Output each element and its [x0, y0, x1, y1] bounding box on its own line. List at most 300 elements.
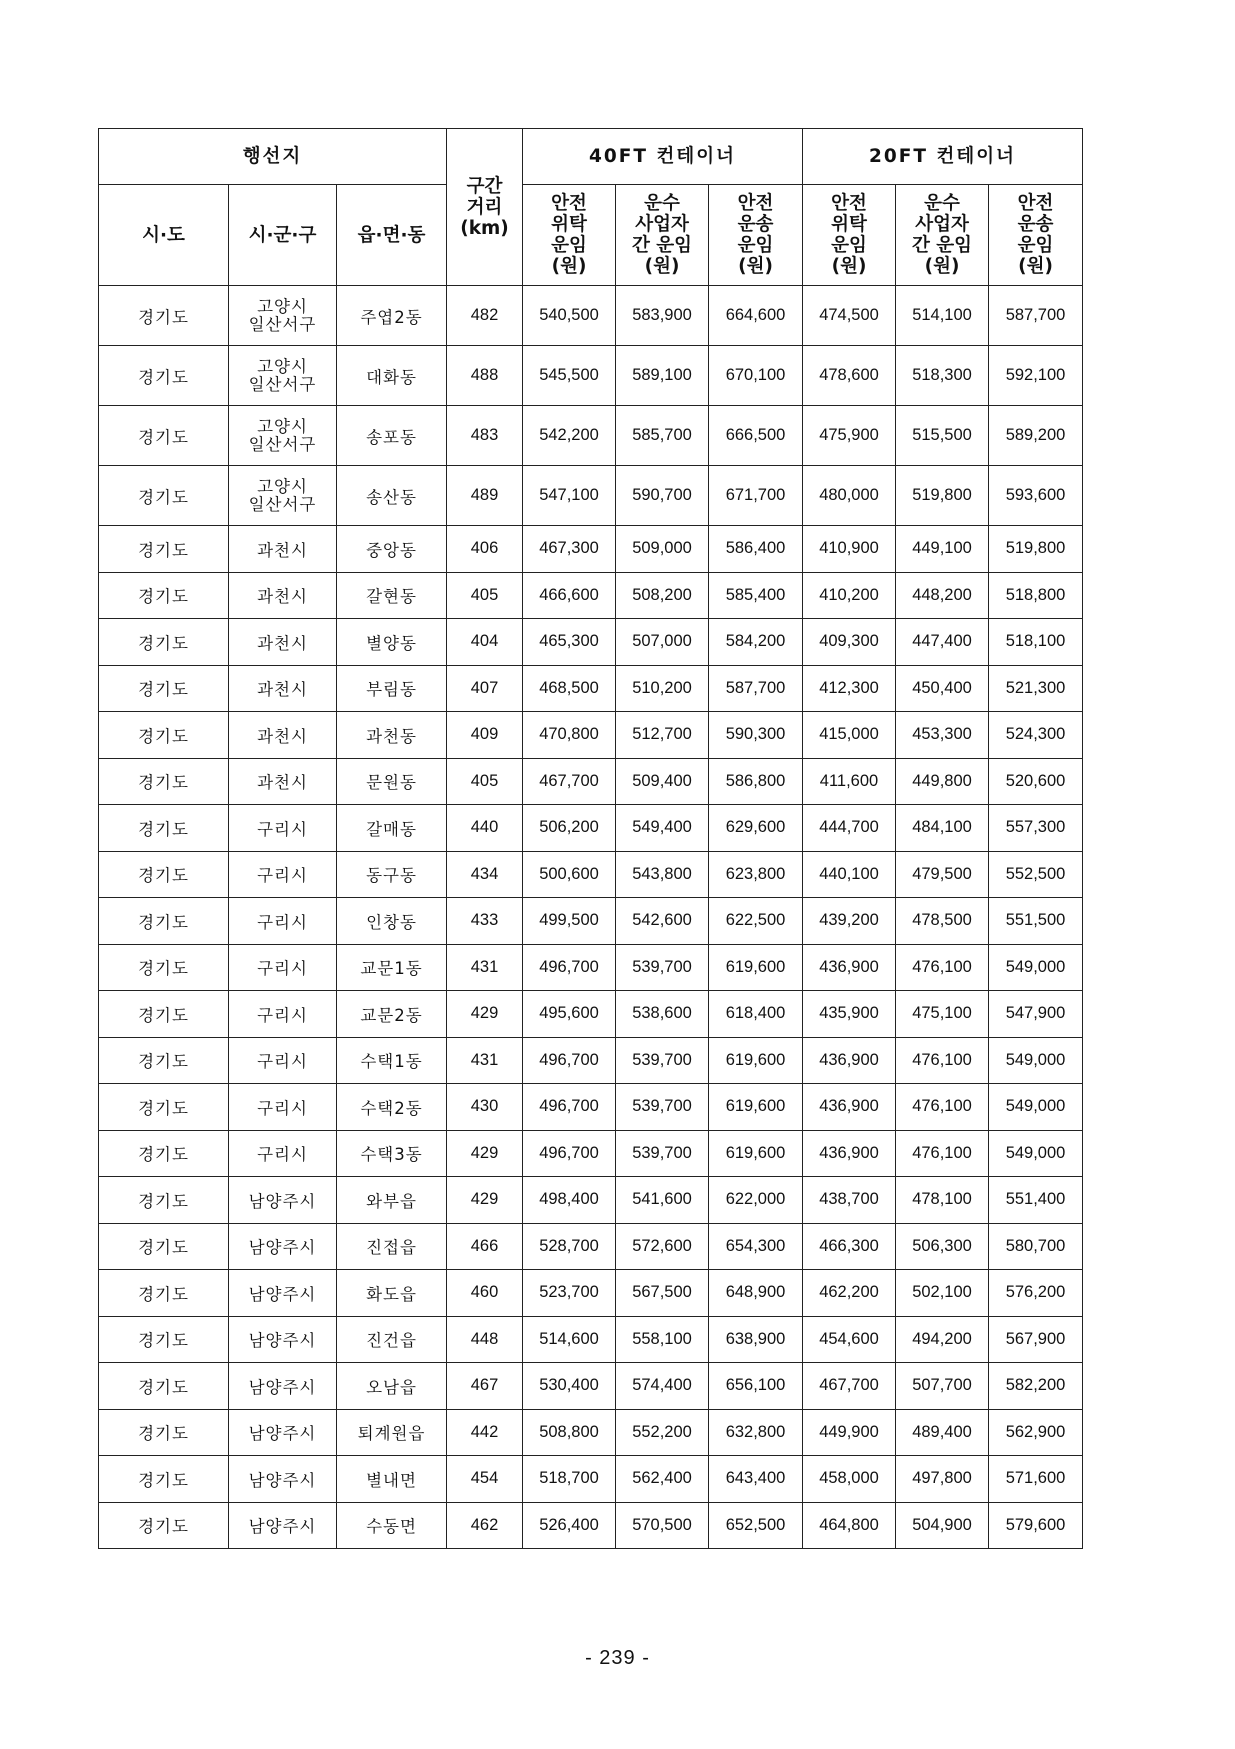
eupmyeondong-cell: 별내면	[337, 1456, 447, 1503]
eupmyeondong-cell: 교문2동	[337, 991, 447, 1038]
sido-cell: 경기도	[99, 1502, 229, 1549]
f40-transport-cell: 656,100	[709, 1363, 803, 1410]
f20-transport-cell: 547,900	[989, 991, 1083, 1038]
sido-cell: 경기도	[99, 991, 229, 1038]
f40-transport-cell: 671,700	[709, 466, 803, 526]
sigungu-cell: 구리시	[229, 851, 337, 898]
f40-intercarrier-cell: 585,700	[616, 406, 709, 466]
table-row	[99, 1223, 1083, 1270]
eupmyeondong-cell: 대화동	[337, 346, 447, 406]
f40-entrust-cell: 467,300	[523, 526, 616, 573]
f40-entrust-cell: 496,700	[523, 1084, 616, 1131]
f20-intercarrier-cell: 448,200	[896, 572, 989, 619]
sido-cell: 경기도	[99, 1177, 229, 1224]
container-20ft-header: 20FT 컨테이너	[803, 129, 1083, 185]
f40-entrust-cell: 528,700	[523, 1223, 616, 1270]
f20-transport-cell: 562,900	[989, 1409, 1083, 1456]
sido-cell: 경기도	[99, 572, 229, 619]
distance-cell: 429	[447, 1130, 523, 1177]
f40-intercarrier-cell: 510,200	[616, 665, 709, 712]
f40-intercarrier-cell: 538,600	[616, 991, 709, 1038]
distance-cell: 431	[447, 1037, 523, 1084]
f40-intercarrier-cell: 574,400	[616, 1363, 709, 1410]
f40-intercarrier-cell: 541,600	[616, 1177, 709, 1224]
f40-intercarrier-cell: 589,100	[616, 346, 709, 406]
f40-intercarrier-cell: 539,700	[616, 944, 709, 991]
eupmyeondong-header: 읍·면·동	[337, 185, 447, 286]
f20-entrust-cell: 411,600	[803, 758, 896, 805]
f40-transport-cell: 652,500	[709, 1502, 803, 1549]
table-row	[99, 1084, 1083, 1131]
sido-cell: 경기도	[99, 526, 229, 573]
f20-entrust-cell: 464,800	[803, 1502, 896, 1549]
f40-transport-cell: 629,600	[709, 805, 803, 852]
sido-cell: 경기도	[99, 1037, 229, 1084]
f20-entrust-cell: 440,100	[803, 851, 896, 898]
f20-intercarrier-cell: 476,100	[896, 1130, 989, 1177]
sigungu-cell: 남양주시	[229, 1270, 337, 1317]
sido-cell: 경기도	[99, 1130, 229, 1177]
f20-entrust-cell: 467,700	[803, 1363, 896, 1410]
sigungu-cell: 남양주시	[229, 1409, 337, 1456]
f20-transport-cell: 518,800	[989, 572, 1083, 619]
distance-cell: 448	[447, 1316, 523, 1363]
f40-intercarrier-cell: 552,200	[616, 1409, 709, 1456]
distance-cell: 434	[447, 851, 523, 898]
f20-transport-cell: 551,400	[989, 1177, 1083, 1224]
sido-cell: 경기도	[99, 898, 229, 945]
f40-entrust-cell: 514,600	[523, 1316, 616, 1363]
f20-intercarrier-cell: 502,100	[896, 1270, 989, 1317]
f20-entrust-header: 안전 위탁 운임 (원)	[803, 185, 896, 286]
distance-cell: 442	[447, 1409, 523, 1456]
sido-cell: 경기도	[99, 1084, 229, 1131]
f20-transport-cell: 549,000	[989, 944, 1083, 991]
f40-entrust-cell: 540,500	[523, 286, 616, 346]
f20-transport-header: 안전 운송 운임 (원)	[989, 185, 1083, 286]
f20-transport-cell: 549,000	[989, 1084, 1083, 1131]
f40-transport-cell: 632,800	[709, 1409, 803, 1456]
sigungu-cell: 구리시	[229, 898, 337, 945]
sido-cell: 경기도	[99, 1223, 229, 1270]
table-body	[99, 286, 1083, 1549]
f20-intercarrier-cell: 507,700	[896, 1363, 989, 1410]
sido-cell: 경기도	[99, 758, 229, 805]
sido-cell: 경기도	[99, 665, 229, 712]
sigungu-cell: 과천시	[229, 665, 337, 712]
f40-transport-cell: 643,400	[709, 1456, 803, 1503]
f20-intercarrier-cell: 514,100	[896, 286, 989, 346]
eupmyeondong-cell: 부림동	[337, 665, 447, 712]
table-row	[99, 466, 1083, 526]
distance-cell: 482	[447, 286, 523, 346]
f20-intercarrier-cell: 484,100	[896, 805, 989, 852]
f40-entrust-cell: 496,700	[523, 944, 616, 991]
f20-intercarrier-cell: 518,300	[896, 346, 989, 406]
f20-transport-cell: 549,000	[989, 1130, 1083, 1177]
sido-cell: 경기도	[99, 1363, 229, 1410]
f20-entrust-cell: 436,900	[803, 1084, 896, 1131]
f40-intercarrier-cell: 542,600	[616, 898, 709, 945]
f40-entrust-cell: 467,700	[523, 758, 616, 805]
f20-entrust-cell: 449,900	[803, 1409, 896, 1456]
f40-transport-cell: 638,900	[709, 1316, 803, 1363]
f20-intercarrier-cell: 478,500	[896, 898, 989, 945]
f40-intercarrier-cell: 562,400	[616, 1456, 709, 1503]
destination-header: 행선지	[99, 129, 447, 185]
distance-cell: 489	[447, 466, 523, 526]
eupmyeondong-cell: 문원동	[337, 758, 447, 805]
f40-entrust-cell: 496,700	[523, 1130, 616, 1177]
f20-intercarrier-cell: 453,300	[896, 712, 989, 759]
f40-intercarrier-cell: 509,400	[616, 758, 709, 805]
table-row	[99, 406, 1083, 466]
distance-cell: 429	[447, 1177, 523, 1224]
f20-entrust-cell: 415,000	[803, 712, 896, 759]
sigungu-cell: 남양주시	[229, 1456, 337, 1503]
f20-entrust-cell: 475,900	[803, 406, 896, 466]
f40-entrust-cell: 523,700	[523, 1270, 616, 1317]
table-row	[99, 991, 1083, 1038]
f40-intercarrier-cell: 583,900	[616, 286, 709, 346]
f40-intercarrier-cell: 572,600	[616, 1223, 709, 1270]
f20-entrust-cell: 436,900	[803, 1037, 896, 1084]
sido-cell: 경기도	[99, 619, 229, 666]
sigungu-cell: 고양시 일산서구	[229, 406, 337, 466]
table-row	[99, 1177, 1083, 1224]
f40-entrust-cell: 468,500	[523, 665, 616, 712]
f20-transport-cell: 576,200	[989, 1270, 1083, 1317]
sigungu-cell: 과천시	[229, 758, 337, 805]
f40-transport-cell: 670,100	[709, 346, 803, 406]
f20-intercarrier-cell: 450,400	[896, 665, 989, 712]
eupmyeondong-cell: 주엽2동	[337, 286, 447, 346]
eupmyeondong-cell: 교문1동	[337, 944, 447, 991]
f40-entrust-cell: 542,200	[523, 406, 616, 466]
f20-entrust-cell: 436,900	[803, 944, 896, 991]
distance-cell: 405	[447, 758, 523, 805]
eupmyeondong-cell: 수동면	[337, 1502, 447, 1549]
table-row	[99, 572, 1083, 619]
table-row	[99, 346, 1083, 406]
table-row	[99, 898, 1083, 945]
f20-entrust-cell: 409,300	[803, 619, 896, 666]
sido-cell: 경기도	[99, 712, 229, 759]
table-row	[99, 1037, 1083, 1084]
table-row	[99, 1270, 1083, 1317]
eupmyeondong-cell: 화도읍	[337, 1270, 447, 1317]
sigungu-cell: 과천시	[229, 619, 337, 666]
distance-cell: 440	[447, 805, 523, 852]
f40-intercarrier-cell: 512,700	[616, 712, 709, 759]
distance-cell: 488	[447, 346, 523, 406]
f20-entrust-cell: 480,000	[803, 466, 896, 526]
sigungu-cell: 남양주시	[229, 1223, 337, 1270]
table-row	[99, 526, 1083, 573]
sigungu-cell: 구리시	[229, 991, 337, 1038]
eupmyeondong-cell: 수택2동	[337, 1084, 447, 1131]
f20-transport-cell: 592,100	[989, 346, 1083, 406]
f40-transport-cell: 622,500	[709, 898, 803, 945]
f20-intercarrier-header: 운수 사업자 간 운임 (원)	[896, 185, 989, 286]
f40-intercarrier-cell: 539,700	[616, 1130, 709, 1177]
sigungu-header: 시·군·구	[229, 185, 337, 286]
f40-entrust-cell: 470,800	[523, 712, 616, 759]
sigungu-cell: 구리시	[229, 1130, 337, 1177]
eupmyeondong-cell: 인창동	[337, 898, 447, 945]
f20-transport-cell: 519,800	[989, 526, 1083, 573]
f40-intercarrier-cell: 558,100	[616, 1316, 709, 1363]
f20-entrust-cell: 410,900	[803, 526, 896, 573]
sigungu-cell: 고양시 일산서구	[229, 286, 337, 346]
sigungu-cell: 남양주시	[229, 1177, 337, 1224]
table-row	[99, 1502, 1083, 1549]
f20-entrust-cell: 466,300	[803, 1223, 896, 1270]
f40-intercarrier-cell: 539,700	[616, 1084, 709, 1131]
f40-transport-cell: 587,700	[709, 665, 803, 712]
f20-intercarrier-cell: 506,300	[896, 1223, 989, 1270]
distance-cell: 433	[447, 898, 523, 945]
f20-entrust-cell: 412,300	[803, 665, 896, 712]
table-row	[99, 619, 1083, 666]
distance-cell: 409	[447, 712, 523, 759]
f40-entrust-cell: 545,500	[523, 346, 616, 406]
sido-cell: 경기도	[99, 1409, 229, 1456]
f40-transport-cell: 648,900	[709, 1270, 803, 1317]
distance-cell: 430	[447, 1084, 523, 1131]
eupmyeondong-cell: 갈현동	[337, 572, 447, 619]
f20-transport-cell: 557,300	[989, 805, 1083, 852]
f40-transport-header: 안전 운송 운임 (원)	[709, 185, 803, 286]
f20-entrust-cell: 436,900	[803, 1130, 896, 1177]
f40-intercarrier-cell: 539,700	[616, 1037, 709, 1084]
f20-entrust-cell: 438,700	[803, 1177, 896, 1224]
f40-entrust-cell: 518,700	[523, 1456, 616, 1503]
f40-entrust-cell: 498,400	[523, 1177, 616, 1224]
f40-transport-cell: 586,800	[709, 758, 803, 805]
distance-cell: 406	[447, 526, 523, 573]
f40-transport-cell: 585,400	[709, 572, 803, 619]
f20-entrust-cell: 435,900	[803, 991, 896, 1038]
f40-transport-cell: 586,400	[709, 526, 803, 573]
eupmyeondong-cell: 중앙동	[337, 526, 447, 573]
distance-cell: 407	[447, 665, 523, 712]
distance-cell: 405	[447, 572, 523, 619]
f20-transport-cell: 520,600	[989, 758, 1083, 805]
sigungu-cell: 과천시	[229, 712, 337, 759]
sido-cell: 경기도	[99, 944, 229, 991]
sigungu-cell: 남양주시	[229, 1502, 337, 1549]
f20-transport-cell: 580,700	[989, 1223, 1083, 1270]
f40-entrust-header: 안전 위탁 운임 (원)	[523, 185, 616, 286]
f20-entrust-cell: 439,200	[803, 898, 896, 945]
distance-cell: 429	[447, 991, 523, 1038]
sigungu-cell: 과천시	[229, 572, 337, 619]
table-row	[99, 286, 1083, 346]
table-row	[99, 665, 1083, 712]
f20-intercarrier-cell: 504,900	[896, 1502, 989, 1549]
eupmyeondong-cell: 동구동	[337, 851, 447, 898]
sido-header: 시·도	[99, 185, 229, 286]
f40-transport-cell: 619,600	[709, 944, 803, 991]
f20-transport-cell: 587,700	[989, 286, 1083, 346]
f40-entrust-cell: 526,400	[523, 1502, 616, 1549]
f40-transport-cell: 619,600	[709, 1130, 803, 1177]
table-row	[99, 1363, 1083, 1410]
f40-intercarrier-cell: 543,800	[616, 851, 709, 898]
f40-intercarrier-cell: 509,000	[616, 526, 709, 573]
sido-cell: 경기도	[99, 851, 229, 898]
sigungu-cell: 구리시	[229, 944, 337, 991]
table-row	[99, 805, 1083, 852]
distance-cell: 460	[447, 1270, 523, 1317]
distance-cell: 454	[447, 1456, 523, 1503]
f40-transport-cell: 666,500	[709, 406, 803, 466]
f20-entrust-cell: 474,500	[803, 286, 896, 346]
eupmyeondong-cell: 진접읍	[337, 1223, 447, 1270]
table-row	[99, 758, 1083, 805]
f40-transport-cell: 664,600	[709, 286, 803, 346]
f20-transport-cell: 552,500	[989, 851, 1083, 898]
table-row	[99, 944, 1083, 991]
distance-cell: 466	[447, 1223, 523, 1270]
f40-intercarrier-cell: 570,500	[616, 1502, 709, 1549]
sido-cell: 경기도	[99, 1456, 229, 1503]
f40-entrust-cell: 508,800	[523, 1409, 616, 1456]
f40-entrust-cell: 465,300	[523, 619, 616, 666]
f20-intercarrier-cell: 497,800	[896, 1456, 989, 1503]
f20-entrust-cell: 410,200	[803, 572, 896, 619]
f20-intercarrier-cell: 515,500	[896, 406, 989, 466]
eupmyeondong-cell: 와부읍	[337, 1177, 447, 1224]
sigungu-cell: 과천시	[229, 526, 337, 573]
f20-transport-cell: 549,000	[989, 1037, 1083, 1084]
f20-intercarrier-cell: 449,100	[896, 526, 989, 573]
f40-transport-cell: 584,200	[709, 619, 803, 666]
sigungu-cell: 구리시	[229, 1084, 337, 1131]
sigungu-cell: 고양시 일산서구	[229, 346, 337, 406]
f20-transport-cell: 579,600	[989, 1502, 1083, 1549]
eupmyeondong-cell: 오남읍	[337, 1363, 447, 1410]
f40-entrust-cell: 496,700	[523, 1037, 616, 1084]
f20-transport-cell: 589,200	[989, 406, 1083, 466]
sigungu-cell: 남양주시	[229, 1316, 337, 1363]
f40-transport-cell: 622,000	[709, 1177, 803, 1224]
distance-cell: 404	[447, 619, 523, 666]
sigungu-cell: 구리시	[229, 805, 337, 852]
f40-transport-cell: 623,800	[709, 851, 803, 898]
f20-transport-cell: 521,300	[989, 665, 1083, 712]
f20-transport-cell: 524,300	[989, 712, 1083, 759]
f40-intercarrier-cell: 590,700	[616, 466, 709, 526]
table-row	[99, 1409, 1083, 1456]
f40-entrust-cell: 499,500	[523, 898, 616, 945]
f40-entrust-cell: 466,600	[523, 572, 616, 619]
eupmyeondong-cell: 송포동	[337, 406, 447, 466]
f40-intercarrier-cell: 549,400	[616, 805, 709, 852]
f40-entrust-cell: 530,400	[523, 1363, 616, 1410]
distance-cell: 467	[447, 1363, 523, 1410]
f20-intercarrier-cell: 475,100	[896, 991, 989, 1038]
sido-cell: 경기도	[99, 805, 229, 852]
f20-entrust-cell: 458,000	[803, 1456, 896, 1503]
f20-intercarrier-cell: 476,100	[896, 1037, 989, 1084]
f20-transport-cell: 571,600	[989, 1456, 1083, 1503]
distance-cell: 483	[447, 406, 523, 466]
eupmyeondong-cell: 수택1동	[337, 1037, 447, 1084]
f20-entrust-cell: 478,600	[803, 346, 896, 406]
eupmyeondong-cell: 별양동	[337, 619, 447, 666]
f40-intercarrier-cell: 508,200	[616, 572, 709, 619]
f40-entrust-cell: 506,200	[523, 805, 616, 852]
eupmyeondong-cell: 송산동	[337, 466, 447, 526]
f40-entrust-cell: 547,100	[523, 466, 616, 526]
table-row	[99, 1130, 1083, 1177]
f40-transport-cell: 619,600	[709, 1084, 803, 1131]
sido-cell: 경기도	[99, 286, 229, 346]
f20-transport-cell: 551,500	[989, 898, 1083, 945]
sido-cell: 경기도	[99, 1316, 229, 1363]
distance-cell: 431	[447, 944, 523, 991]
eupmyeondong-cell: 수택3동	[337, 1130, 447, 1177]
freight-rate-table	[98, 128, 1083, 1549]
sido-cell: 경기도	[99, 406, 229, 466]
distance-cell: 462	[447, 1502, 523, 1549]
table-row	[99, 851, 1083, 898]
f40-transport-cell: 590,300	[709, 712, 803, 759]
f40-intercarrier-cell: 567,500	[616, 1270, 709, 1317]
f20-transport-cell: 518,100	[989, 619, 1083, 666]
f40-intercarrier-header: 운수 사업자 간 운임 (원)	[616, 185, 709, 286]
eupmyeondong-cell: 퇴계원읍	[337, 1409, 447, 1456]
distance-header: 구간 거리 (km)	[447, 129, 523, 286]
table-row	[99, 1456, 1083, 1503]
table-row	[99, 1316, 1083, 1363]
eupmyeondong-cell: 진건읍	[337, 1316, 447, 1363]
f40-transport-cell: 618,400	[709, 991, 803, 1038]
sigungu-cell: 구리시	[229, 1037, 337, 1084]
f20-intercarrier-cell: 479,500	[896, 851, 989, 898]
f20-intercarrier-cell: 494,200	[896, 1316, 989, 1363]
eupmyeondong-cell: 과천동	[337, 712, 447, 759]
sido-cell: 경기도	[99, 1270, 229, 1317]
sido-cell: 경기도	[99, 466, 229, 526]
f20-intercarrier-cell: 519,800	[896, 466, 989, 526]
f20-intercarrier-cell: 447,400	[896, 619, 989, 666]
container-40ft-header: 40FT 컨테이너	[523, 129, 803, 185]
f40-transport-cell: 654,300	[709, 1223, 803, 1270]
eupmyeondong-cell: 갈매동	[337, 805, 447, 852]
f20-intercarrier-cell: 489,400	[896, 1409, 989, 1456]
f40-entrust-cell: 500,600	[523, 851, 616, 898]
f20-intercarrier-cell: 449,800	[896, 758, 989, 805]
f40-entrust-cell: 495,600	[523, 991, 616, 1038]
f20-transport-cell: 593,600	[989, 466, 1083, 526]
f20-entrust-cell: 444,700	[803, 805, 896, 852]
f20-intercarrier-cell: 478,100	[896, 1177, 989, 1224]
f20-intercarrier-cell: 476,100	[896, 1084, 989, 1131]
f40-transport-cell: 619,600	[709, 1037, 803, 1084]
f40-intercarrier-cell: 507,000	[616, 619, 709, 666]
sigungu-cell: 고양시 일산서구	[229, 466, 337, 526]
f20-transport-cell: 567,900	[989, 1316, 1083, 1363]
f20-transport-cell: 582,200	[989, 1363, 1083, 1410]
sigungu-cell: 남양주시	[229, 1363, 337, 1410]
sido-cell: 경기도	[99, 346, 229, 406]
table-row	[99, 712, 1083, 759]
f20-intercarrier-cell: 476,100	[896, 944, 989, 991]
page-number: - 239 -	[585, 1647, 650, 1669]
